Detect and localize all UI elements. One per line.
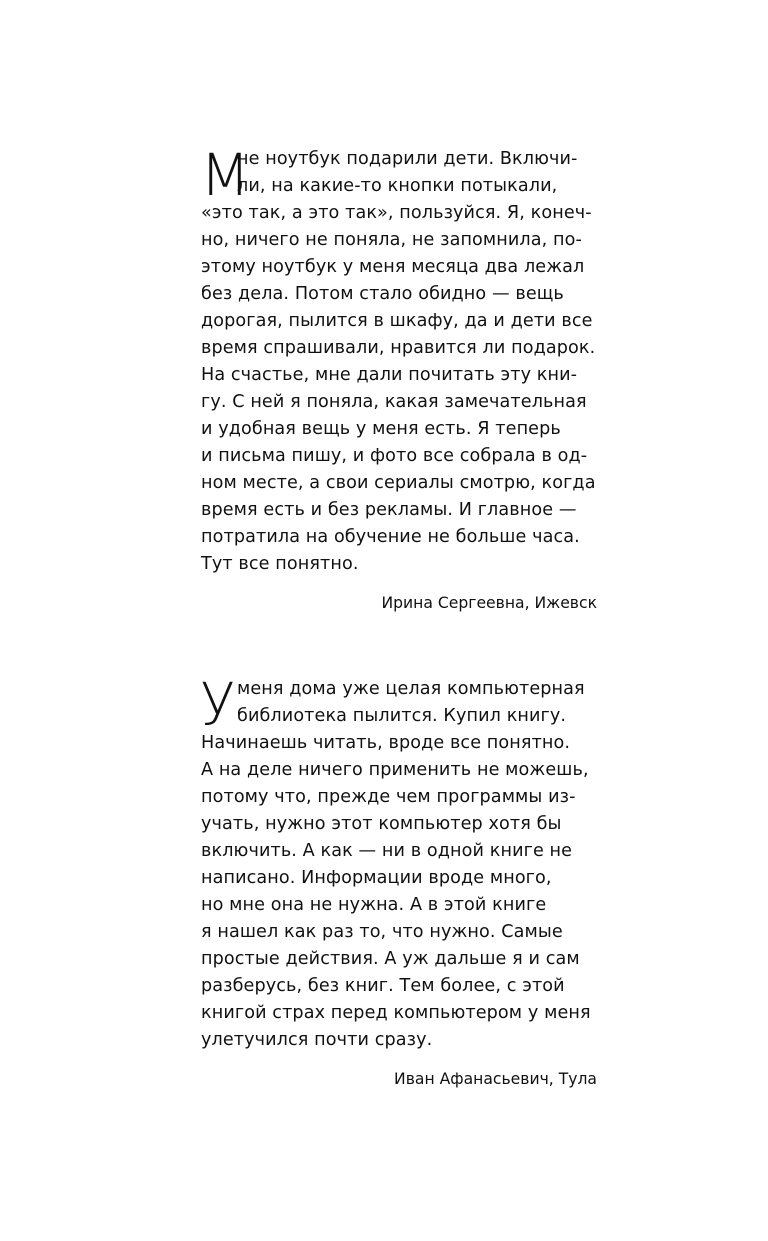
text-line: и удобная вещь у меня есть. Я теперь: [201, 419, 561, 439]
text-line: потратила на обучение не больше часа.: [201, 527, 580, 547]
review-author: Иван Афанасьевич, Тула: [394, 1070, 597, 1088]
text-line: время есть и без рекламы. И главное —: [201, 500, 577, 520]
review-ivan: [200, 670, 597, 1090]
text-line: На счастье, мне дали почитать эту кни-: [201, 365, 578, 385]
text-line: Начинаешь читать, вроде все понятно.: [201, 733, 571, 753]
text-line: и письма пишу, и фото все собрала в од-: [201, 446, 588, 466]
text-line: учать, нужно этот компьютер хотя бы: [201, 814, 562, 834]
text-line: книгой страх перед компьютером у меня: [201, 1003, 591, 1023]
review-irina: [200, 141, 597, 614]
review-text: [200, 141, 597, 578]
text-line: написано. Информации вроде много,: [201, 868, 552, 888]
text-line: этому ноутбук у меня месяца два лежал: [201, 257, 585, 277]
text-line: улетучился почти сразу.: [201, 1030, 433, 1050]
review-author: Ирина Сергеевна, Ижевск: [381, 594, 597, 612]
drop-cap: М: [200, 141, 251, 209]
text-line: но мне она не нужна. А в этой книге: [201, 895, 547, 915]
text-line: «это так, а это так», пользуйся. Я, конеч-: [201, 203, 592, 223]
text-line: простые действия. А уж дальше я и сам: [201, 949, 580, 969]
text-line: дорогая, пылится в шкафу, да и дети все: [201, 311, 593, 331]
text-line: разберусь, без книг. Тем более, с этой: [201, 976, 565, 996]
text-line: библиотека пылится. Купил книгу.: [237, 706, 567, 726]
drop-cap: У: [200, 670, 236, 738]
text-line: меня дома уже целая компьютерная: [237, 679, 585, 699]
text-line: включить. А как — ни в одной книге не: [201, 841, 573, 861]
text-line: ли, на какие-то кнопки потыкали,: [237, 176, 558, 196]
text-line: но, ничего не поняла, не запомнила, по-: [201, 230, 582, 250]
text-line: без дела. Потом стало обидно — вещь: [201, 284, 564, 304]
text-line: гу. С ней я поняла, какая замечательная: [201, 392, 587, 412]
review-text: [200, 670, 597, 1054]
text-line: время спрашивали, нравится ли подарок.: [201, 338, 596, 358]
text-line: не ноутбук подарили дети. Включи-: [237, 149, 578, 169]
text-line: Тут все понятно.: [201, 554, 359, 574]
text-line: потому что, прежде чем программы из-: [201, 787, 576, 807]
text-line: А на деле ничего применить не можешь,: [201, 760, 589, 780]
text-line: ном месте, а свои сериалы смотрю, когда: [201, 473, 596, 493]
text-line: я нашел как раз то, что нужно. Самые: [201, 922, 563, 942]
